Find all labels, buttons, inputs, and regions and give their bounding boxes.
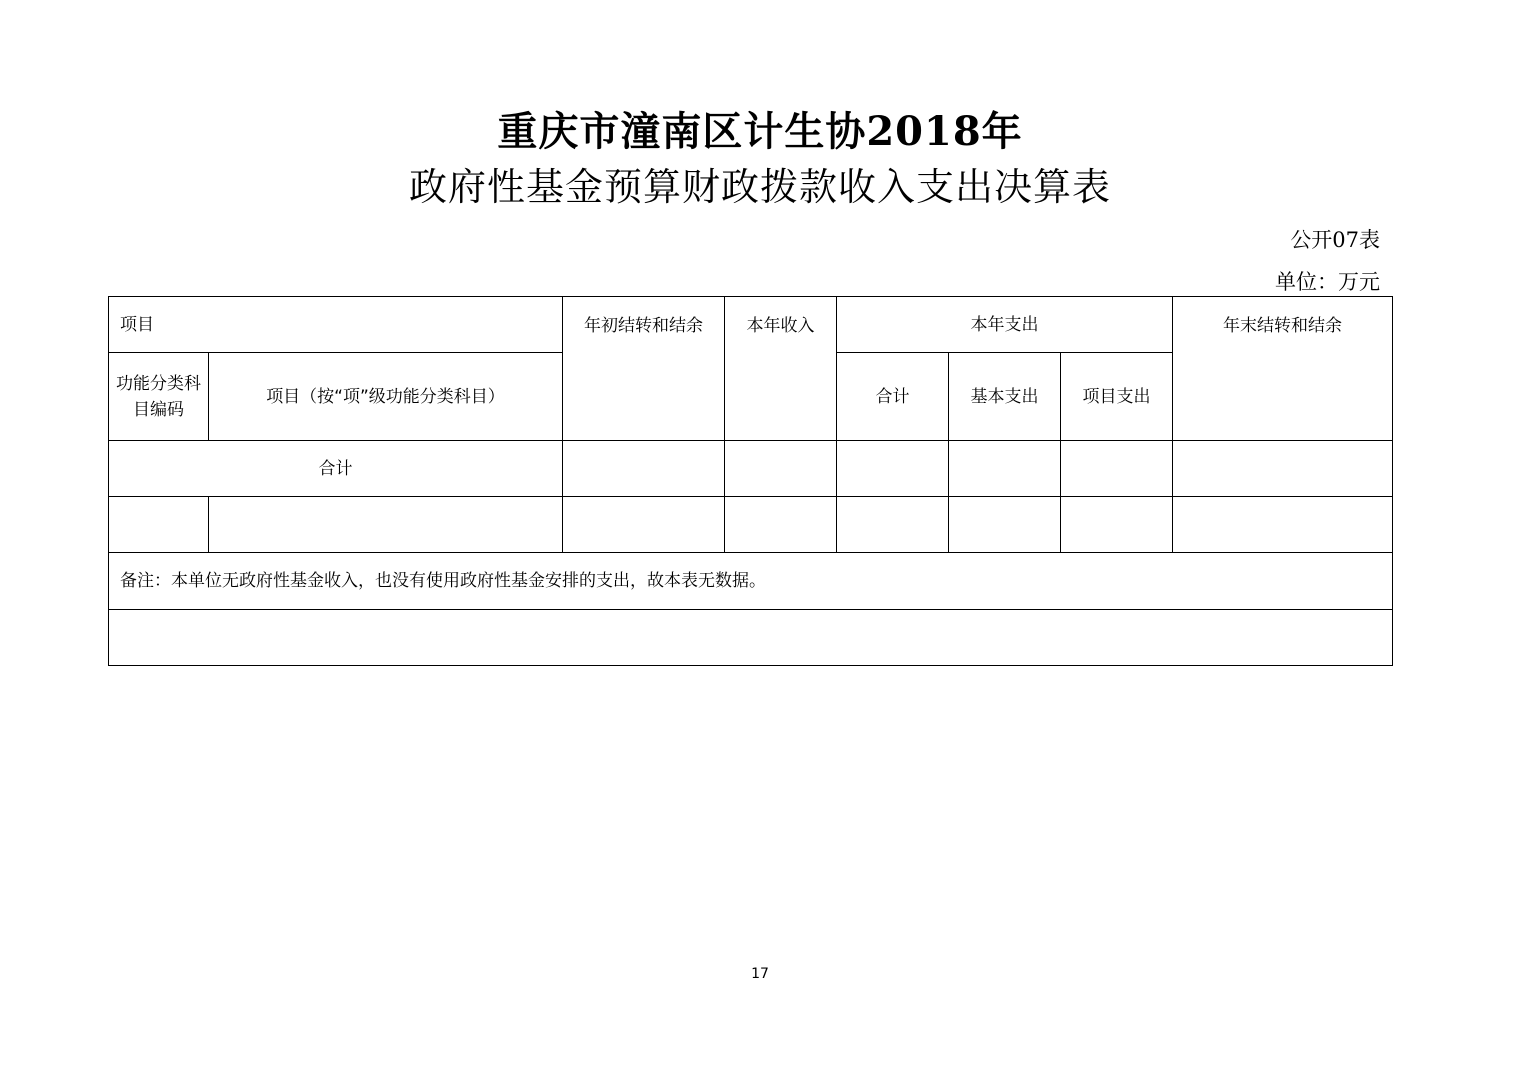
header-project-expenditure: 项目支出 — [1061, 353, 1173, 441]
row-opening-balance-cell — [563, 497, 725, 553]
table-row — [109, 497, 1393, 553]
total-row — [109, 441, 1393, 497]
header-row-1 — [109, 297, 1393, 353]
report-title-line1: 重庆市潼南区计生协2018年 — [497, 108, 1023, 155]
header-item-detail: 项目（按“项”级功能分类科目） — [209, 353, 563, 441]
header-basic-expenditure: 基本支出 — [949, 353, 1061, 441]
total-basic-expenditure-cell — [949, 441, 1061, 497]
total-project-expenditure-cell — [1061, 441, 1173, 497]
row-item-cell — [209, 497, 563, 553]
total-row-label: 合计 — [109, 441, 563, 497]
empty-cell — [109, 610, 1393, 666]
unit-label: 单位：万元 — [1275, 270, 1380, 294]
total-current-income-cell — [725, 441, 837, 497]
header-item: 项目 — [109, 297, 563, 353]
page-number: 17 — [751, 966, 769, 982]
header-closing-balance: 年末结转和结余 — [1173, 297, 1393, 441]
header-total: 合计 — [837, 353, 949, 441]
empty-row — [109, 610, 1393, 666]
budget-table — [108, 296, 1393, 666]
report-title-line2: 政府性基金预算财政拨款收入支出决算表 — [408, 165, 1111, 209]
row-closing-balance-cell — [1173, 497, 1393, 553]
row-code-cell — [109, 497, 209, 553]
note-row — [109, 553, 1393, 610]
row-current-income-cell — [725, 497, 837, 553]
header-current-income: 本年收入 — [725, 297, 837, 441]
form-number: 公开07表 — [1290, 228, 1380, 252]
total-expenditure-cell — [837, 441, 949, 497]
row-project-expenditure-cell — [1061, 497, 1173, 553]
total-opening-balance-cell — [563, 441, 725, 497]
note-text: 备注：本单位无政府性基金收入，也没有使用政府性基金安排的支出，故本表无数据。 — [109, 553, 1393, 610]
header-current-expenditure: 本年支出 — [837, 297, 1173, 353]
header-opening-balance: 年初结转和结余 — [563, 297, 725, 441]
row-total-expenditure-cell — [837, 497, 949, 553]
total-closing-balance-cell — [1173, 441, 1393, 497]
row-basic-expenditure-cell — [949, 497, 1061, 553]
header-code: 功能分类科目编码 — [109, 353, 209, 441]
